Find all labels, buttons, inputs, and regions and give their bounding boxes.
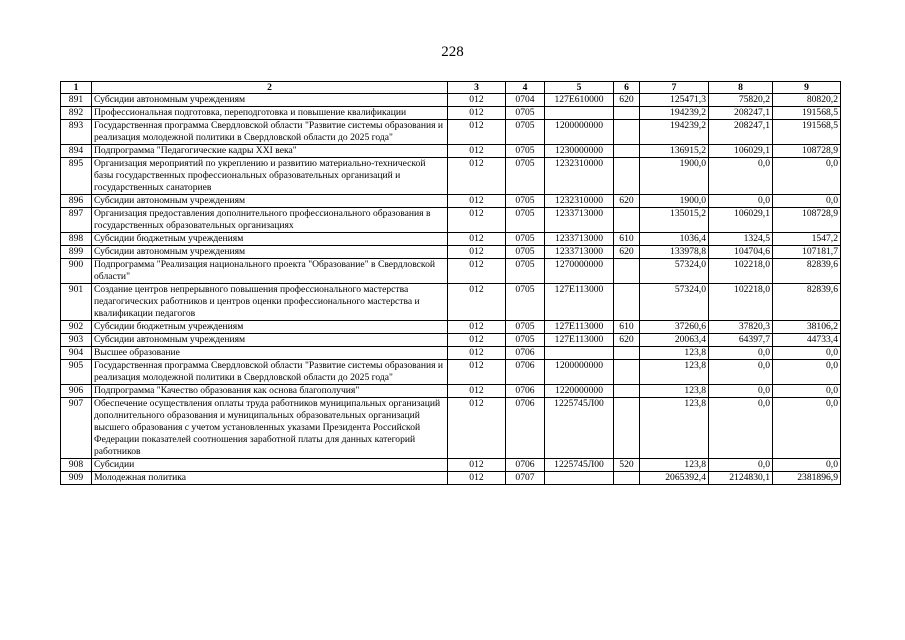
section-code: 0705	[506, 107, 545, 120]
item-name: Субсидии бюджетным учреждениям	[92, 233, 448, 246]
amount-year-2: 102218,0	[709, 284, 773, 321]
ministry-code: 012	[448, 246, 506, 259]
target-article-code: 1232310000	[545, 158, 614, 195]
amount-year-1: 135015,2	[640, 208, 709, 233]
amount-year-3: 108728,9	[773, 145, 841, 158]
amount-year-1: 1036,4	[640, 233, 709, 246]
section-code: 0706	[506, 398, 545, 459]
amount-year-3: 44733,4	[773, 334, 841, 347]
table-row	[61, 107, 841, 120]
expense-type-code: 610	[614, 233, 640, 246]
table-row	[61, 195, 841, 208]
section-code: 0705	[506, 158, 545, 195]
table-row	[61, 334, 841, 347]
amount-year-2: 102218,0	[709, 259, 773, 284]
amount-year-2: 75820,2	[709, 94, 773, 107]
amount-year-3: 82839,6	[773, 259, 841, 284]
expense-type-code: 610	[614, 321, 640, 334]
row-number: 908	[61, 459, 92, 472]
amount-year-1: 123,8	[640, 360, 709, 385]
amount-year-3: 82839,6	[773, 284, 841, 321]
expense-type-code: 520	[614, 459, 640, 472]
column-header: 6	[614, 82, 640, 94]
table-row	[61, 145, 841, 158]
column-header: 8	[709, 82, 773, 94]
amount-year-2: 0,0	[709, 347, 773, 360]
ministry-code: 012	[448, 259, 506, 284]
item-name: Подпрограмма "Качество образования как основа благополучия"	[92, 385, 448, 398]
target-article-code	[545, 472, 614, 485]
expense-type-code	[614, 158, 640, 195]
amount-year-3: 2381896,9	[773, 472, 841, 485]
section-code: 0707	[506, 472, 545, 485]
table-row	[61, 284, 841, 321]
ministry-code: 012	[448, 385, 506, 398]
amount-year-1: 20063,4	[640, 334, 709, 347]
expense-type-code	[614, 145, 640, 158]
ministry-code: 012	[448, 120, 506, 145]
section-code: 0705	[506, 246, 545, 259]
table-row	[61, 398, 841, 459]
section-code: 0705	[506, 259, 545, 284]
ministry-code: 012	[448, 145, 506, 158]
item-name: Организация предоставления дополнительного профессионального образования в государственных образовательных организациях	[92, 208, 448, 233]
amount-year-3: 191568,5	[773, 120, 841, 145]
expense-type-code: 620	[614, 334, 640, 347]
ministry-code: 012	[448, 398, 506, 459]
amount-year-1: 57324,0	[640, 284, 709, 321]
amount-year-3: 80820,2	[773, 94, 841, 107]
table-row	[61, 385, 841, 398]
section-code: 0705	[506, 321, 545, 334]
table-row	[61, 158, 841, 195]
amount-year-1: 123,8	[640, 347, 709, 360]
section-code: 0705	[506, 120, 545, 145]
amount-year-3: 38106,2	[773, 321, 841, 334]
ministry-code: 012	[448, 472, 506, 485]
target-article-code: 127Е610000	[545, 94, 614, 107]
row-number: 899	[61, 246, 92, 259]
amount-year-3: 108728,9	[773, 208, 841, 233]
column-header: 9	[773, 82, 841, 94]
target-article-code: 1230000000	[545, 145, 614, 158]
target-article-code: 1232310000	[545, 195, 614, 208]
amount-year-3: 1547,2	[773, 233, 841, 246]
section-code: 0705	[506, 284, 545, 321]
section-code: 0705	[506, 233, 545, 246]
column-header: 7	[640, 82, 709, 94]
section-code: 0705	[506, 208, 545, 233]
amount-year-1: 194239,2	[640, 120, 709, 145]
row-number: 903	[61, 334, 92, 347]
item-name: Субсидии автономным учреждениям	[92, 195, 448, 208]
item-name: Обеспечение осуществления оплаты труда работников муниципальных организаций дополнительного образования и муниципальных образовательных организаций высшего образования с учетом установленных указами Президента Российской Федерации показателей соотношения заработной платы для данных категорий работников	[92, 398, 448, 459]
item-name: Высшее образование	[92, 347, 448, 360]
row-number: 891	[61, 94, 92, 107]
row-number: 897	[61, 208, 92, 233]
row-number: 905	[61, 360, 92, 385]
row-number: 907	[61, 398, 92, 459]
amount-year-2: 208247,1	[709, 107, 773, 120]
table-row	[61, 233, 841, 246]
amount-year-2: 208247,1	[709, 120, 773, 145]
section-code: 0706	[506, 360, 545, 385]
amount-year-2: 104704,6	[709, 246, 773, 259]
item-name: Профессиональная подготовка, переподготовка и повышение квалификации	[92, 107, 448, 120]
table-row	[61, 120, 841, 145]
item-name: Создание центров непрерывного повышения профессионального мастерства педагогических работников и центров оценки профессионального мастерства и квалификации педагогов	[92, 284, 448, 321]
ministry-code: 012	[448, 347, 506, 360]
table-row	[61, 208, 841, 233]
amount-year-1: 1900,0	[640, 158, 709, 195]
amount-year-2: 2124830,1	[709, 472, 773, 485]
item-name: Субсидии автономным учреждениям	[92, 94, 448, 107]
row-number: 894	[61, 145, 92, 158]
amount-year-1: 37260,6	[640, 321, 709, 334]
amount-year-1: 57324,0	[640, 259, 709, 284]
ministry-code: 012	[448, 158, 506, 195]
ministry-code: 012	[448, 94, 506, 107]
target-article-code: 1233713000	[545, 208, 614, 233]
ministry-code: 012	[448, 195, 506, 208]
budget-table	[60, 81, 841, 485]
row-number: 906	[61, 385, 92, 398]
target-article-code	[545, 107, 614, 120]
expense-type-code	[614, 347, 640, 360]
amount-year-1: 125471,3	[640, 94, 709, 107]
item-name: Подпрограмма "Реализация национального проекта "Образование" в Свердловской области"	[92, 259, 448, 284]
target-article-code: 127Е113000	[545, 321, 614, 334]
item-name: Субсидии	[92, 459, 448, 472]
target-article-code: 1233713000	[545, 233, 614, 246]
ministry-code: 012	[448, 107, 506, 120]
expense-type-code	[614, 472, 640, 485]
amount-year-1: 2065392,4	[640, 472, 709, 485]
amount-year-2: 106029,1	[709, 145, 773, 158]
row-number: 895	[61, 158, 92, 195]
table-row	[61, 360, 841, 385]
target-article-code: 1225745Л00	[545, 459, 614, 472]
item-name: Субсидии автономным учреждениям	[92, 246, 448, 259]
item-name: Государственная программа Свердловской области "Развитие системы образования и реализация молодежной политики в Свердловской области до 2025 года"	[92, 120, 448, 145]
target-article-code	[545, 347, 614, 360]
target-article-code: 1225745Л00	[545, 398, 614, 459]
amount-year-2: 1324,5	[709, 233, 773, 246]
row-number: 898	[61, 233, 92, 246]
amount-year-2: 64397,7	[709, 334, 773, 347]
expense-type-code: 620	[614, 195, 640, 208]
table-row	[61, 259, 841, 284]
item-name: Подпрограмма "Педагогические кадры XXI века"	[92, 145, 448, 158]
amount-year-1: 194239,2	[640, 107, 709, 120]
amount-year-2: 0,0	[709, 195, 773, 208]
amount-year-1: 1900,0	[640, 195, 709, 208]
row-number: 892	[61, 107, 92, 120]
expense-type-code: 620	[614, 94, 640, 107]
target-article-code: 1233713000	[545, 246, 614, 259]
amount-year-3: 0,0	[773, 347, 841, 360]
expense-type-code	[614, 120, 640, 145]
amount-year-3: 0,0	[773, 398, 841, 459]
page-number: 228	[441, 44, 464, 60]
expense-type-code	[614, 107, 640, 120]
column-header: 1	[61, 82, 92, 94]
item-name: Субсидии бюджетным учреждениям	[92, 321, 448, 334]
item-name: Организация мероприятий по укреплению и развитию материально-технической базы государственных профессиональных образовательных организаций и государственных санаториев	[92, 158, 448, 195]
section-code: 0706	[506, 347, 545, 360]
expense-type-code	[614, 398, 640, 459]
row-number: 904	[61, 347, 92, 360]
amount-year-3: 0,0	[773, 459, 841, 472]
table-row	[61, 472, 841, 485]
amount-year-1: 123,8	[640, 398, 709, 459]
table-row	[61, 321, 841, 334]
amount-year-1: 123,8	[640, 459, 709, 472]
amount-year-1: 123,8	[640, 385, 709, 398]
section-code: 0705	[506, 334, 545, 347]
target-article-code: 127Е113000	[545, 334, 614, 347]
amount-year-2: 0,0	[709, 158, 773, 195]
column-header: 5	[545, 82, 614, 94]
table-row	[61, 459, 841, 472]
section-code: 0704	[506, 94, 545, 107]
expense-type-code	[614, 208, 640, 233]
expense-type-code	[614, 360, 640, 385]
ministry-code: 012	[448, 360, 506, 385]
item-name: Государственная программа Свердловской области "Развитие системы образования и реализация молодежной политики в Свердловской области до 2025 года"	[92, 360, 448, 385]
section-code: 0705	[506, 145, 545, 158]
target-article-code: 1200000000	[545, 360, 614, 385]
amount-year-3: 107181,7	[773, 246, 841, 259]
amount-year-2: 0,0	[709, 398, 773, 459]
target-article-code: 1200000000	[545, 120, 614, 145]
column-header: 3	[448, 82, 506, 94]
ministry-code: 012	[448, 208, 506, 233]
amount-year-2: 0,0	[709, 459, 773, 472]
amount-year-2: 0,0	[709, 360, 773, 385]
section-code: 0705	[506, 195, 545, 208]
amount-year-2: 0,0	[709, 385, 773, 398]
ministry-code: 012	[448, 334, 506, 347]
expense-type-code	[614, 259, 640, 284]
item-name: Субсидии автономным учреждениям	[92, 334, 448, 347]
row-number: 909	[61, 472, 92, 485]
amount-year-2: 37820,3	[709, 321, 773, 334]
expense-type-code	[614, 284, 640, 321]
section-code: 0706	[506, 459, 545, 472]
row-number: 900	[61, 259, 92, 284]
table-header-row	[61, 82, 841, 94]
amount-year-3: 0,0	[773, 385, 841, 398]
row-number: 896	[61, 195, 92, 208]
target-article-code: 127Е113000	[545, 284, 614, 321]
section-code: 0706	[506, 385, 545, 398]
target-article-code: 1220000000	[545, 385, 614, 398]
amount-year-3: 0,0	[773, 195, 841, 208]
table-body	[61, 94, 841, 485]
expense-type-code	[614, 385, 640, 398]
table-row	[61, 94, 841, 107]
ministry-code: 012	[448, 233, 506, 246]
ministry-code: 012	[448, 321, 506, 334]
amount-year-2: 106029,1	[709, 208, 773, 233]
amount-year-1: 133978,8	[640, 246, 709, 259]
column-header: 4	[506, 82, 545, 94]
table-row	[61, 347, 841, 360]
amount-year-1: 136915,2	[640, 145, 709, 158]
ministry-code: 012	[448, 284, 506, 321]
column-header: 2	[92, 82, 448, 94]
target-article-code: 1270000000	[545, 259, 614, 284]
row-number: 893	[61, 120, 92, 145]
item-name: Молодежная политика	[92, 472, 448, 485]
row-number: 901	[61, 284, 92, 321]
amount-year-3: 0,0	[773, 158, 841, 195]
amount-year-3: 0,0	[773, 360, 841, 385]
amount-year-3: 191568,5	[773, 107, 841, 120]
ministry-code: 012	[448, 459, 506, 472]
table-row	[61, 246, 841, 259]
row-number: 902	[61, 321, 92, 334]
expense-type-code: 620	[614, 246, 640, 259]
